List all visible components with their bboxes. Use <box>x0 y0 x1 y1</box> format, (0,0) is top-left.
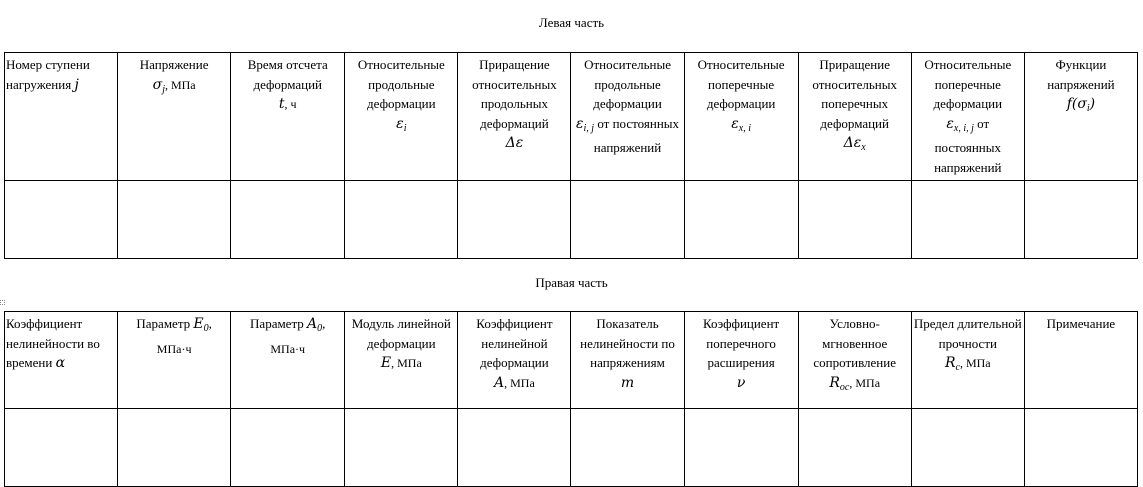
table-cell[interactable] <box>458 181 571 259</box>
table-cell[interactable] <box>571 409 684 487</box>
header-note: Примечание <box>1024 312 1137 409</box>
header-transverse-strain-increment: Приращение относительных поперечных деформаций $\Delta\varepsilon_x$ <box>798 53 911 181</box>
table-cell[interactable] <box>571 181 684 259</box>
left-header-row <box>5 53 1138 181</box>
left-part-title: Левая часть <box>538 15 605 30</box>
header-transverse-strain: Относительные поперечные деформации $\varepsilon_{x, i}$ <box>684 53 798 181</box>
table-cell[interactable] <box>1024 181 1137 259</box>
header-parameter-a0: Параметр $A_0$, МПа·ч <box>231 312 345 409</box>
table-cell[interactable] <box>118 181 231 259</box>
table-cell[interactable] <box>231 409 345 487</box>
header-stress-nonlinearity-index: Показатель нелинейности по напряжениям m <box>571 312 684 409</box>
table-cell[interactable] <box>684 181 798 259</box>
header-long-term-strength-limit: Предел длительной прочности $R_с$, МПа <box>911 312 1024 409</box>
table-cell[interactable] <box>1024 409 1137 487</box>
table-cell[interactable] <box>231 181 345 259</box>
table-cell[interactable] <box>118 409 231 487</box>
header-time-nonlinearity-coefficient: Коэффициент нелинейности во времени α <box>5 312 118 409</box>
table-cell[interactable] <box>684 409 798 487</box>
header-transverse-expansion-coefficient: Коэффициент поперечного расширения ν <box>684 312 798 409</box>
right-part-title: Правая часть <box>535 275 608 290</box>
header-reading-time: Время отсчета деформаций t, ч <box>231 53 345 181</box>
right-part-table <box>4 311 1138 487</box>
right-data-row <box>5 409 1138 487</box>
table-cell[interactable] <box>5 409 118 487</box>
left-part-table <box>4 52 1138 259</box>
table-cell[interactable] <box>911 409 1024 487</box>
header-parameter-e0: Параметр $E_0$, МПа·ч <box>118 312 231 409</box>
table-cell[interactable] <box>458 409 571 487</box>
header-longitudinal-strain: Относительные продольные деформации $\varepsilon_i$ <box>345 53 458 181</box>
table-cell[interactable] <box>345 409 458 487</box>
table-cell[interactable] <box>5 181 118 259</box>
table-cell[interactable] <box>911 181 1024 259</box>
header-loading-step: Номер ступени нагружения j <box>5 53 118 181</box>
header-instantaneous-resistance: Условно-мгновенное сопротивление $R_{ос}$, МПа <box>798 312 911 409</box>
table-cell[interactable] <box>798 181 911 259</box>
header-stress-function: Функции напряжений $f(\sigma_i)$ <box>1024 53 1137 181</box>
left-data-row <box>5 181 1138 259</box>
header-longitudinal-strain-constant-stress: Относительные продольные деформации $\varepsilon_{i, j}$ от постоянных напряжений <box>571 53 684 181</box>
header-nonlinear-deformation-coefficient: Коэффициент нелинейной деформации A, МПа <box>458 312 571 409</box>
anchor-marker <box>0 300 5 305</box>
header-stress: Напряжение $\sigma_j$, МПа <box>118 53 231 181</box>
header-longitudinal-strain-increment: Приращение относительных продольных деформаций Δε <box>458 53 571 181</box>
right-header-row <box>5 312 1138 409</box>
table-cell[interactable] <box>345 181 458 259</box>
table-cell[interactable] <box>798 409 911 487</box>
header-linear-deformation-modulus: Модуль линейной деформации E, МПа <box>345 312 458 409</box>
header-transverse-strain-constant-stress: Относительные поперечные деформации $\varepsilon_{x, i, j}$ от постоянных напряжений <box>911 53 1024 181</box>
